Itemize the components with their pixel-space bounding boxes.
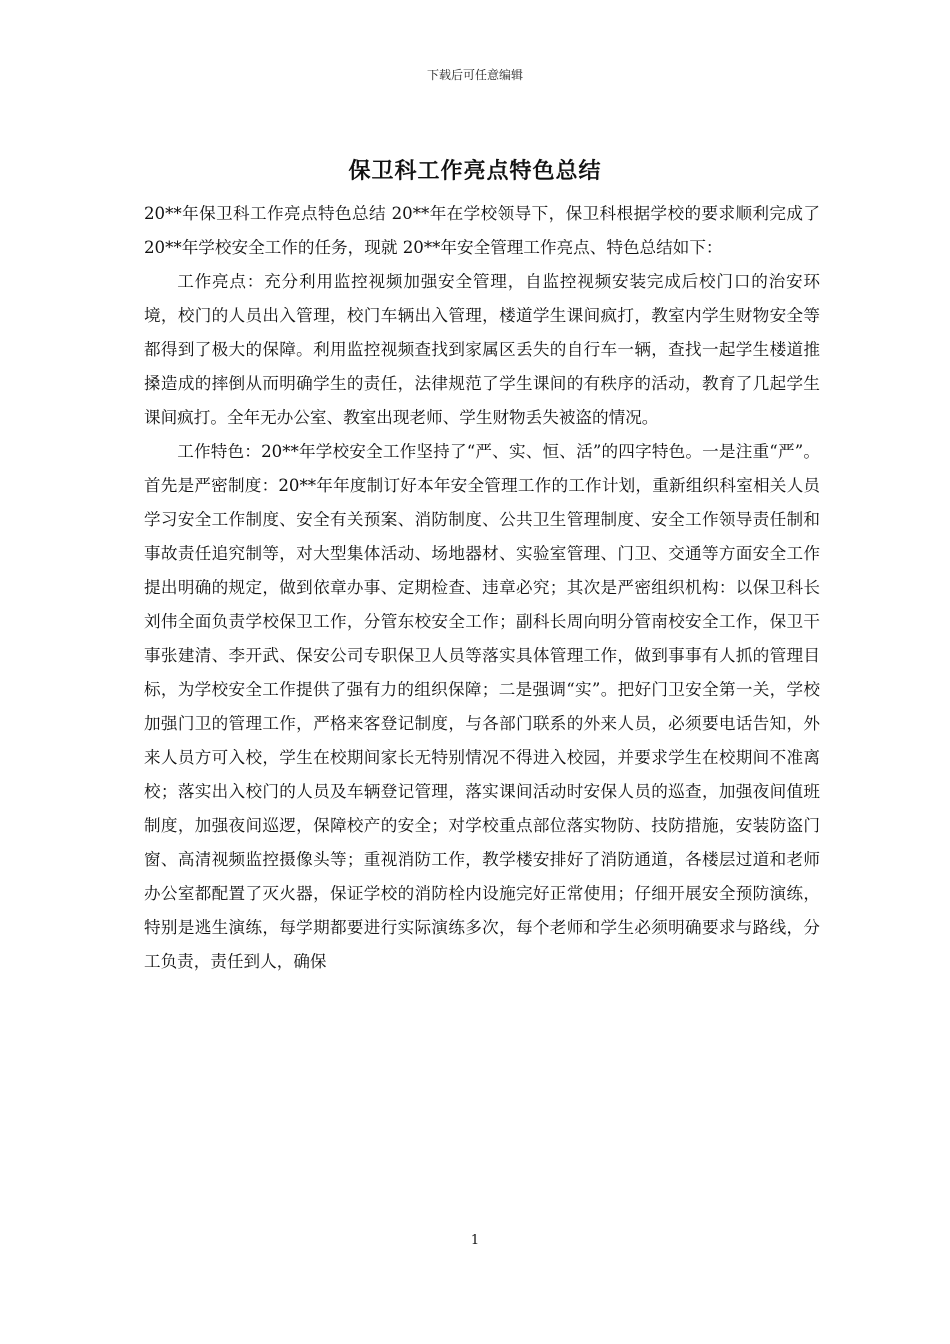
document-title: 保卫科工作亮点特色总结: [348, 158, 602, 184]
page-number: 1: [470, 1233, 480, 1248]
document-body: [144, 197, 820, 979]
highlights-paragraph: 工作亮点：充分利用监控视频加强安全管理，自监控视频安装完成后校门口的治安环境，校门的人员出入管理，校门车辆出入管理，楼道学生课间疯打，教室内学生财物安全等都得到了极大的保障。利用监控视频查找到家属区丢失的自行车一辆，查找一起学生楼道推搡造成的摔倒从而明确学生的责任，法律规范了学生课间的有秩序的活动，教育了几起学生课间疯打。全年无办公室、教室出现老师、学生财物丢失被盗的情况。: [144, 272, 820, 427]
intro-paragraph: 20**年保卫科工作亮点特色总结 20**年在学校领导下，保卫科根据学校的要求顺利完成了 20**年学校安全工作的任务，现就 20**年安全管理工作亮点、特色总结如下：: [144, 204, 820, 257]
header-note: 下载后可任意编辑: [426, 68, 523, 82]
features-paragraph: 工作特色：20**年学校安全工作坚持了“严、实、恒、活”的四字特色。一是注重“严”。首先是严密制度：20**年年度制订好本年安全管理工作的工作计划，重新组织科室相关人员学习安全工作制度、安全有关预案、消防制度、公共卫生管理制度、安全工作领导责任制和事故责任追究制等，对大型集体活动、场地器材、实验室管理、门卫、交通等方面安全工作提出明确的规定，做到依章办事、定期检查、违章必究；其次是严密组织机构：以保卫科长刘伟全面负责学校保卫工作，分管东校安全工作；副科长周向明分管南校安全工作，保卫干事张建清、李开武、保安公司专职保卫人员等落实具体管理工作，做到事事有人抓的管理目标，为学校安全工作提供了强有力的组织保障；二是强调“实”。把好门卫安全第一关，学校加强门卫的管理工作，严格来客登记制度，与各部门联系的外来人员，必须要电话告知，外来人员方可入校，学生在校期间家长无特别情况不得进入校园，并要求学生在校期间不准离校；落实出入校门的人员及车辆登记管理，落实课间活动时安保人员的巡查，加强夜间值班制度，加强夜间巡逻，保障校产的安全；对学校重点部位落实物防、技防措施，安装防盗门窗、高清视频监控摄像头等；重视消防工作，教学楼安排好了消防通道，各楼层过道和老师办公室都配置了灭火器，保证学校的消防栓内设施完好正常使用；仔细开展安全预防演练，特别是逃生演练，每学期都要进行实际演练多次，每个老师和学生必须明确要求与路线，分工负责，责任到人，确保: [144, 442, 820, 971]
